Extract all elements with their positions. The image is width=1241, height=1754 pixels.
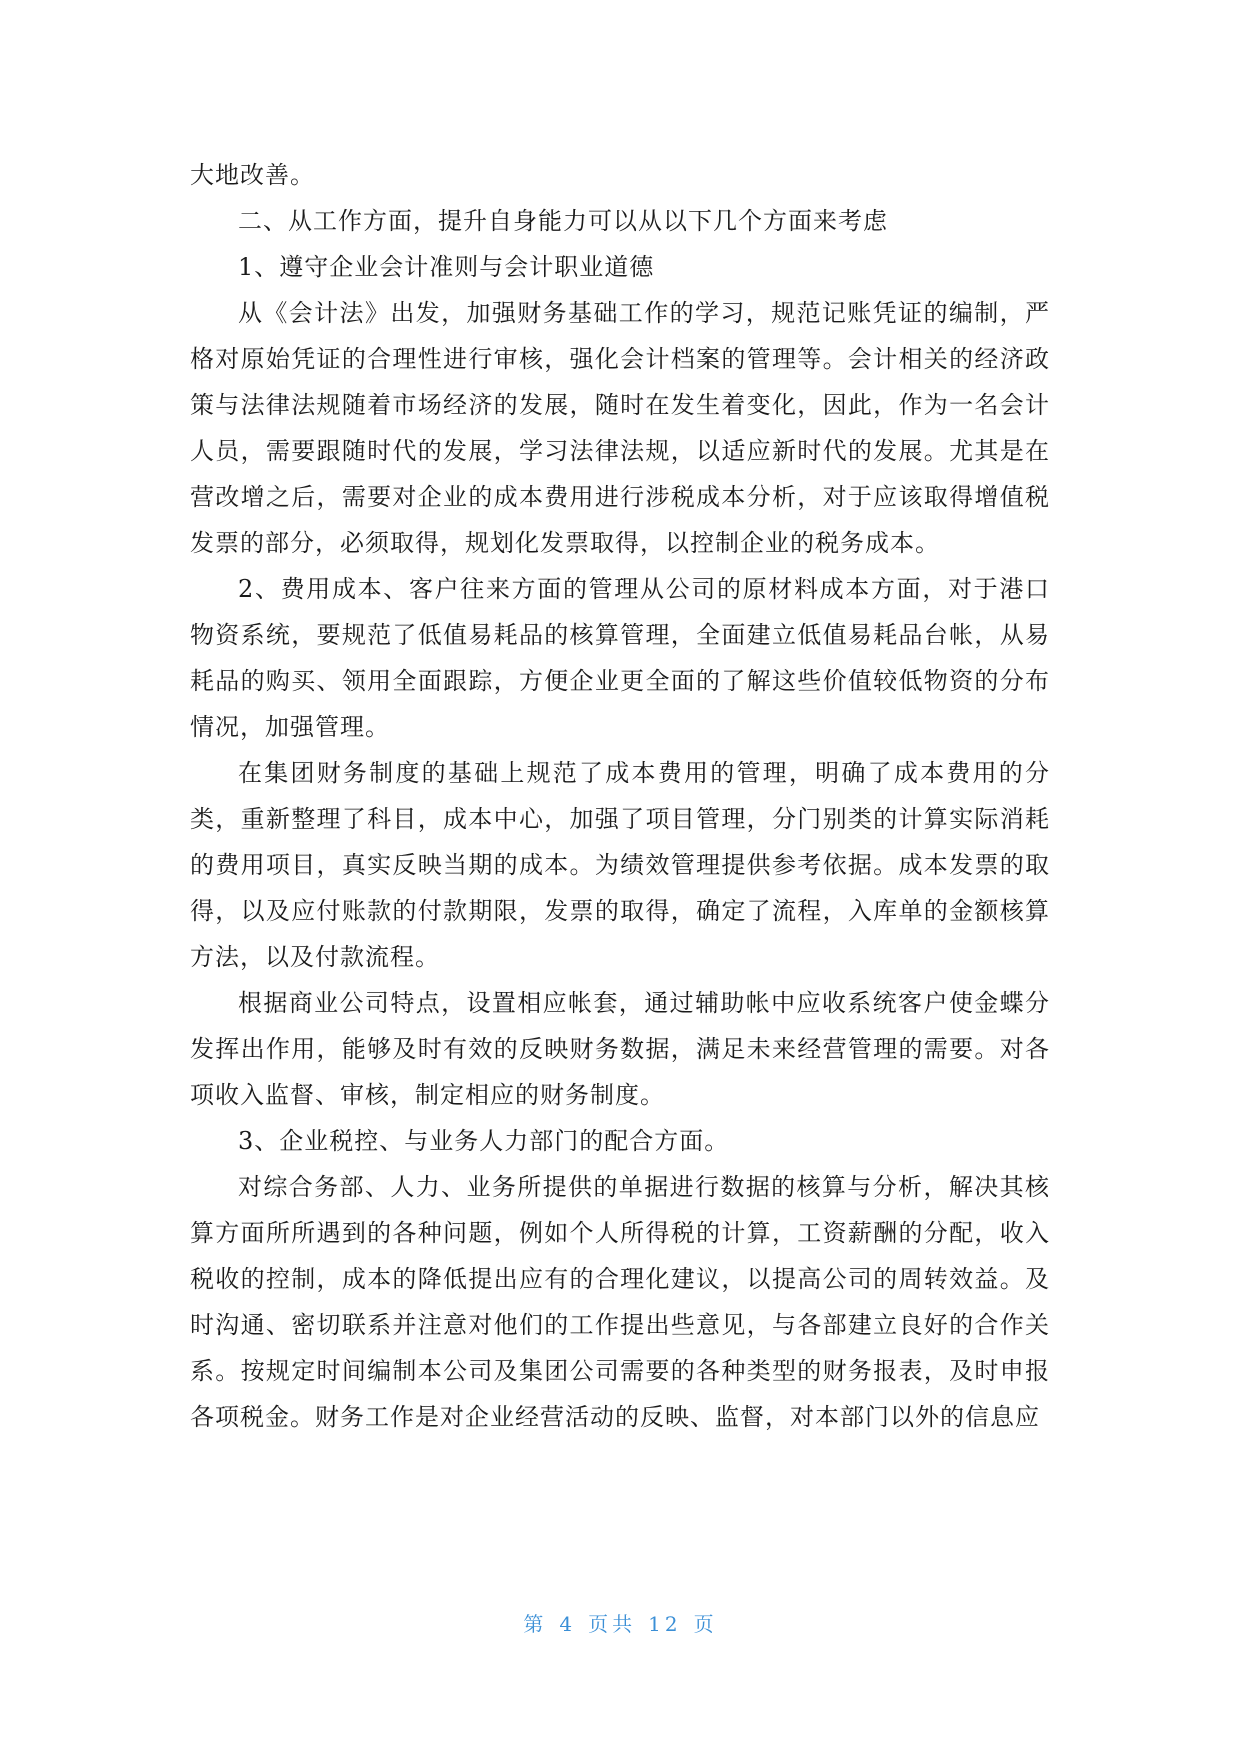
footer-prefix: 第 [523,1612,548,1636]
page-footer [0,1608,1241,1637]
paragraph: 对综合务部、人力、业务所提供的单据进行数据的核算与分析，解决其核算方面所所遇到的各种问题，例如个人所得税的计算，工资薪酬的分配，收入税收的控制，成本的降低提出应有的合理化建议，以提高公司的周转效益。及时沟通、密切联系并注意对他们的工作提出些意见，与各部建立良好的合作关系。按规定时间编制本公司及集团公司需要的各种类型的财务报表，及时申报各项税金。财务工作是对企业经营活动的反映、监督，对本部门以外的信息应 [190,1173,1050,1431]
footer-middle: 页共 [588,1612,637,1636]
footer-suffix: 页 [693,1612,718,1636]
paragraph: 从《会计法》出发，加强财务基础工作的学习，规范记账凭证的编制，严格对原始凭证的合理性进行审核，强化会计档案的管理等。会计相关的经济政策与法律法规随着市场经济的发展，随时在发生着变化，因此，作为一名会计人员，需要跟随时代的发展，学习法律法规，以适应新时代的发展。尤其是在营改增之后，需要对企业的成本费用进行涉税成本分析，对于应该取得增值税发票的部分，必须取得，规划化发票取得，以控制企业的税务成本。 [190,299,1050,557]
paragraph: 根据商业公司特点，设置相应帐套，通过辅助帐中应收系统客户使金蝶分发挥出作用，能够及时有效的反映财务数据，满足未来经营管理的需要。对各项收入监督、审核，制定相应的财务制度。 [190,989,1050,1109]
paragraph: 大地改善。 [190,161,315,189]
subsection-heading: 1、遵守企业会计准则与会计职业道德 [238,253,655,281]
subsection-heading: 3、企业税控、与业务人力部门的配合方面。 [238,1127,730,1155]
paragraph: 2、费用成本、客户往来方面的管理从公司的原材料成本方面，对于港口物资系统，要规范了低值易耗品的核算管理，全面建立低值易耗品台帐，从易耗品的购买、领用全面跟踪，方便企业更全面的了解这些价值较低物资的分布情况，加强管理。 [190,575,1050,741]
footer-current-page: 4 [559,1612,577,1636]
body-text [190,152,1050,1440]
paragraph: 在集团财务制度的基础上规范了成本费用的管理，明确了成本费用的分类，重新整理了科目，成本中心，加强了项目管理，分门别类的计算实际消耗的费用项目，真实反映当期的成本。为绩效管理提供参考依据。成本发票的取得，以及应付账款的付款期限，发票的取得，确定了流程，入库单的金额核算方法，以及付款流程。 [190,759,1050,971]
footer-total-pages: 12 [648,1612,682,1636]
section-heading: 二、从工作方面，提升自身能力可以从以下几个方面来考虑 [238,207,888,235]
